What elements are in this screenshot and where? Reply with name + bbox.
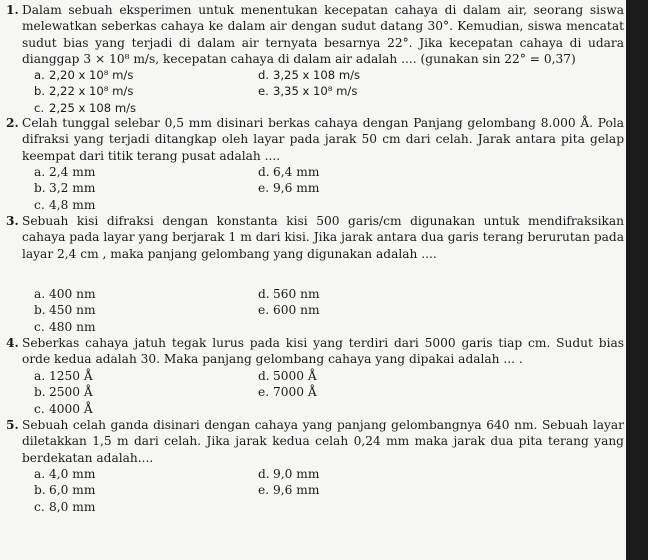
question-number: 5.: [6, 418, 19, 432]
options: [34, 466, 482, 515]
option-d[interactable]: d. 3,25 x 108 m/s: [258, 68, 361, 82]
option-e[interactable]: e. 600 nm: [258, 303, 320, 318]
option-c[interactable]: c. 480 nm: [34, 319, 96, 334]
question-stem: Celah tunggal selebar 0,5 mm disinari berkas cahaya dengan Panjang gelombang 8.000 Å. Pola difraksi yang terjadi ditangkap oleh layar pada jarak 50 cm dari celah. Jarak antara pita gelap keempat dari titik terang pusat adalah ....: [22, 116, 624, 163]
question-number: 1.: [6, 3, 19, 17]
question-5: [6, 417, 624, 519]
option-e[interactable]: e. 9,6 mm: [258, 181, 320, 196]
question-stem: Sebuah celah ganda disinari dengan cahaya yang panjang gelombangnya 640 nm. Sebuah layar diletakkan 1,5 m dari celah. Jika jarak kedua celah 0,24 mm maka jarak dua pita terang yang berdekatan adalah....: [22, 418, 624, 465]
question-stem: Seberkas cahaya jatuh tegak lurus pada kisi yang terdiri dari 5000 garis tiap cm. Sudut bias orde kedua adalah 30. Maka panjang gelombang cahaya yang dipakai adalah ... .: [22, 336, 624, 367]
question-2: [6, 115, 624, 213]
option-a[interactable]: a. 2,4 mm: [34, 165, 96, 179]
question-number: 4.: [6, 336, 19, 350]
question-stem: Sebuah kisi difraksi dengan konstanta kisi 500 garis/cm digunakan untuk mendifraksikan cahaya pada layar yang berjarak 1 m dari kisi. Jika jarak antara dua garis terang berurutan pada layar 2,4 cm , maka panjang gelombang yang digunakan adalah ....: [22, 214, 624, 261]
option-c[interactable]: c. 2,25 x 108 m/s: [34, 100, 137, 115]
option-a[interactable]: a. 400 nm: [34, 287, 96, 301]
options: [34, 67, 482, 116]
option-b[interactable]: b. 2500 Å: [34, 385, 93, 400]
option-d[interactable]: d. 560 nm: [258, 287, 320, 301]
options: [34, 164, 482, 213]
question-3: [6, 213, 624, 335]
option-b[interactable]: b. 3,2 mm: [34, 181, 96, 196]
option-b[interactable]: b. 6,0 mm: [34, 483, 96, 498]
question-1: [6, 2, 624, 115]
question-4: [6, 335, 624, 417]
option-a[interactable]: a. 1250 Å: [34, 369, 93, 383]
dark-right-edge: [626, 0, 648, 560]
option-b[interactable]: b. 2,22 x 10⁸ m/s: [34, 84, 134, 99]
option-c[interactable]: c. 4,8 mm: [34, 197, 96, 212]
option-d[interactable]: d. 6,4 mm: [258, 165, 320, 179]
option-d[interactable]: d. 5000 Å: [258, 369, 317, 383]
option-e[interactable]: e. 3,35 x 10⁸ m/s: [258, 84, 358, 99]
option-e[interactable]: e. 7000 Å: [258, 385, 317, 400]
options: [34, 368, 482, 417]
option-e[interactable]: e. 9,6 mm: [258, 483, 320, 498]
question-number: 3.: [6, 214, 19, 228]
question-stem: Dalam sebuah eksperimen untuk menentukan kecepatan cahaya di dalam air, seorang siswa melewatkan seberkas cahaya ke dalam air dengan sudut datang 30°. Kemudian, siswa mencatat sudut bias yang terjadi di dalam air ternyata besarnya 22°. Jika kecepatan cahaya di udara dianggap 3 × 10⁸ m/s, kecepatan cahaya di dalam air adalah .... (gunakan sin 22° = 0,37): [22, 3, 624, 66]
options: [34, 286, 482, 335]
option-d[interactable]: d. 9,0 mm: [258, 467, 320, 481]
option-a[interactable]: a. 2,20 x 10⁸ m/s: [34, 68, 134, 82]
option-c[interactable]: c. 4000 Å: [34, 401, 93, 416]
option-b[interactable]: b. 450 nm: [34, 303, 96, 318]
question-number: 2.: [6, 116, 19, 130]
option-c[interactable]: c. 8,0 mm: [34, 499, 96, 514]
option-a[interactable]: a. 4,0 mm: [34, 467, 96, 481]
worksheet: [6, 2, 624, 519]
